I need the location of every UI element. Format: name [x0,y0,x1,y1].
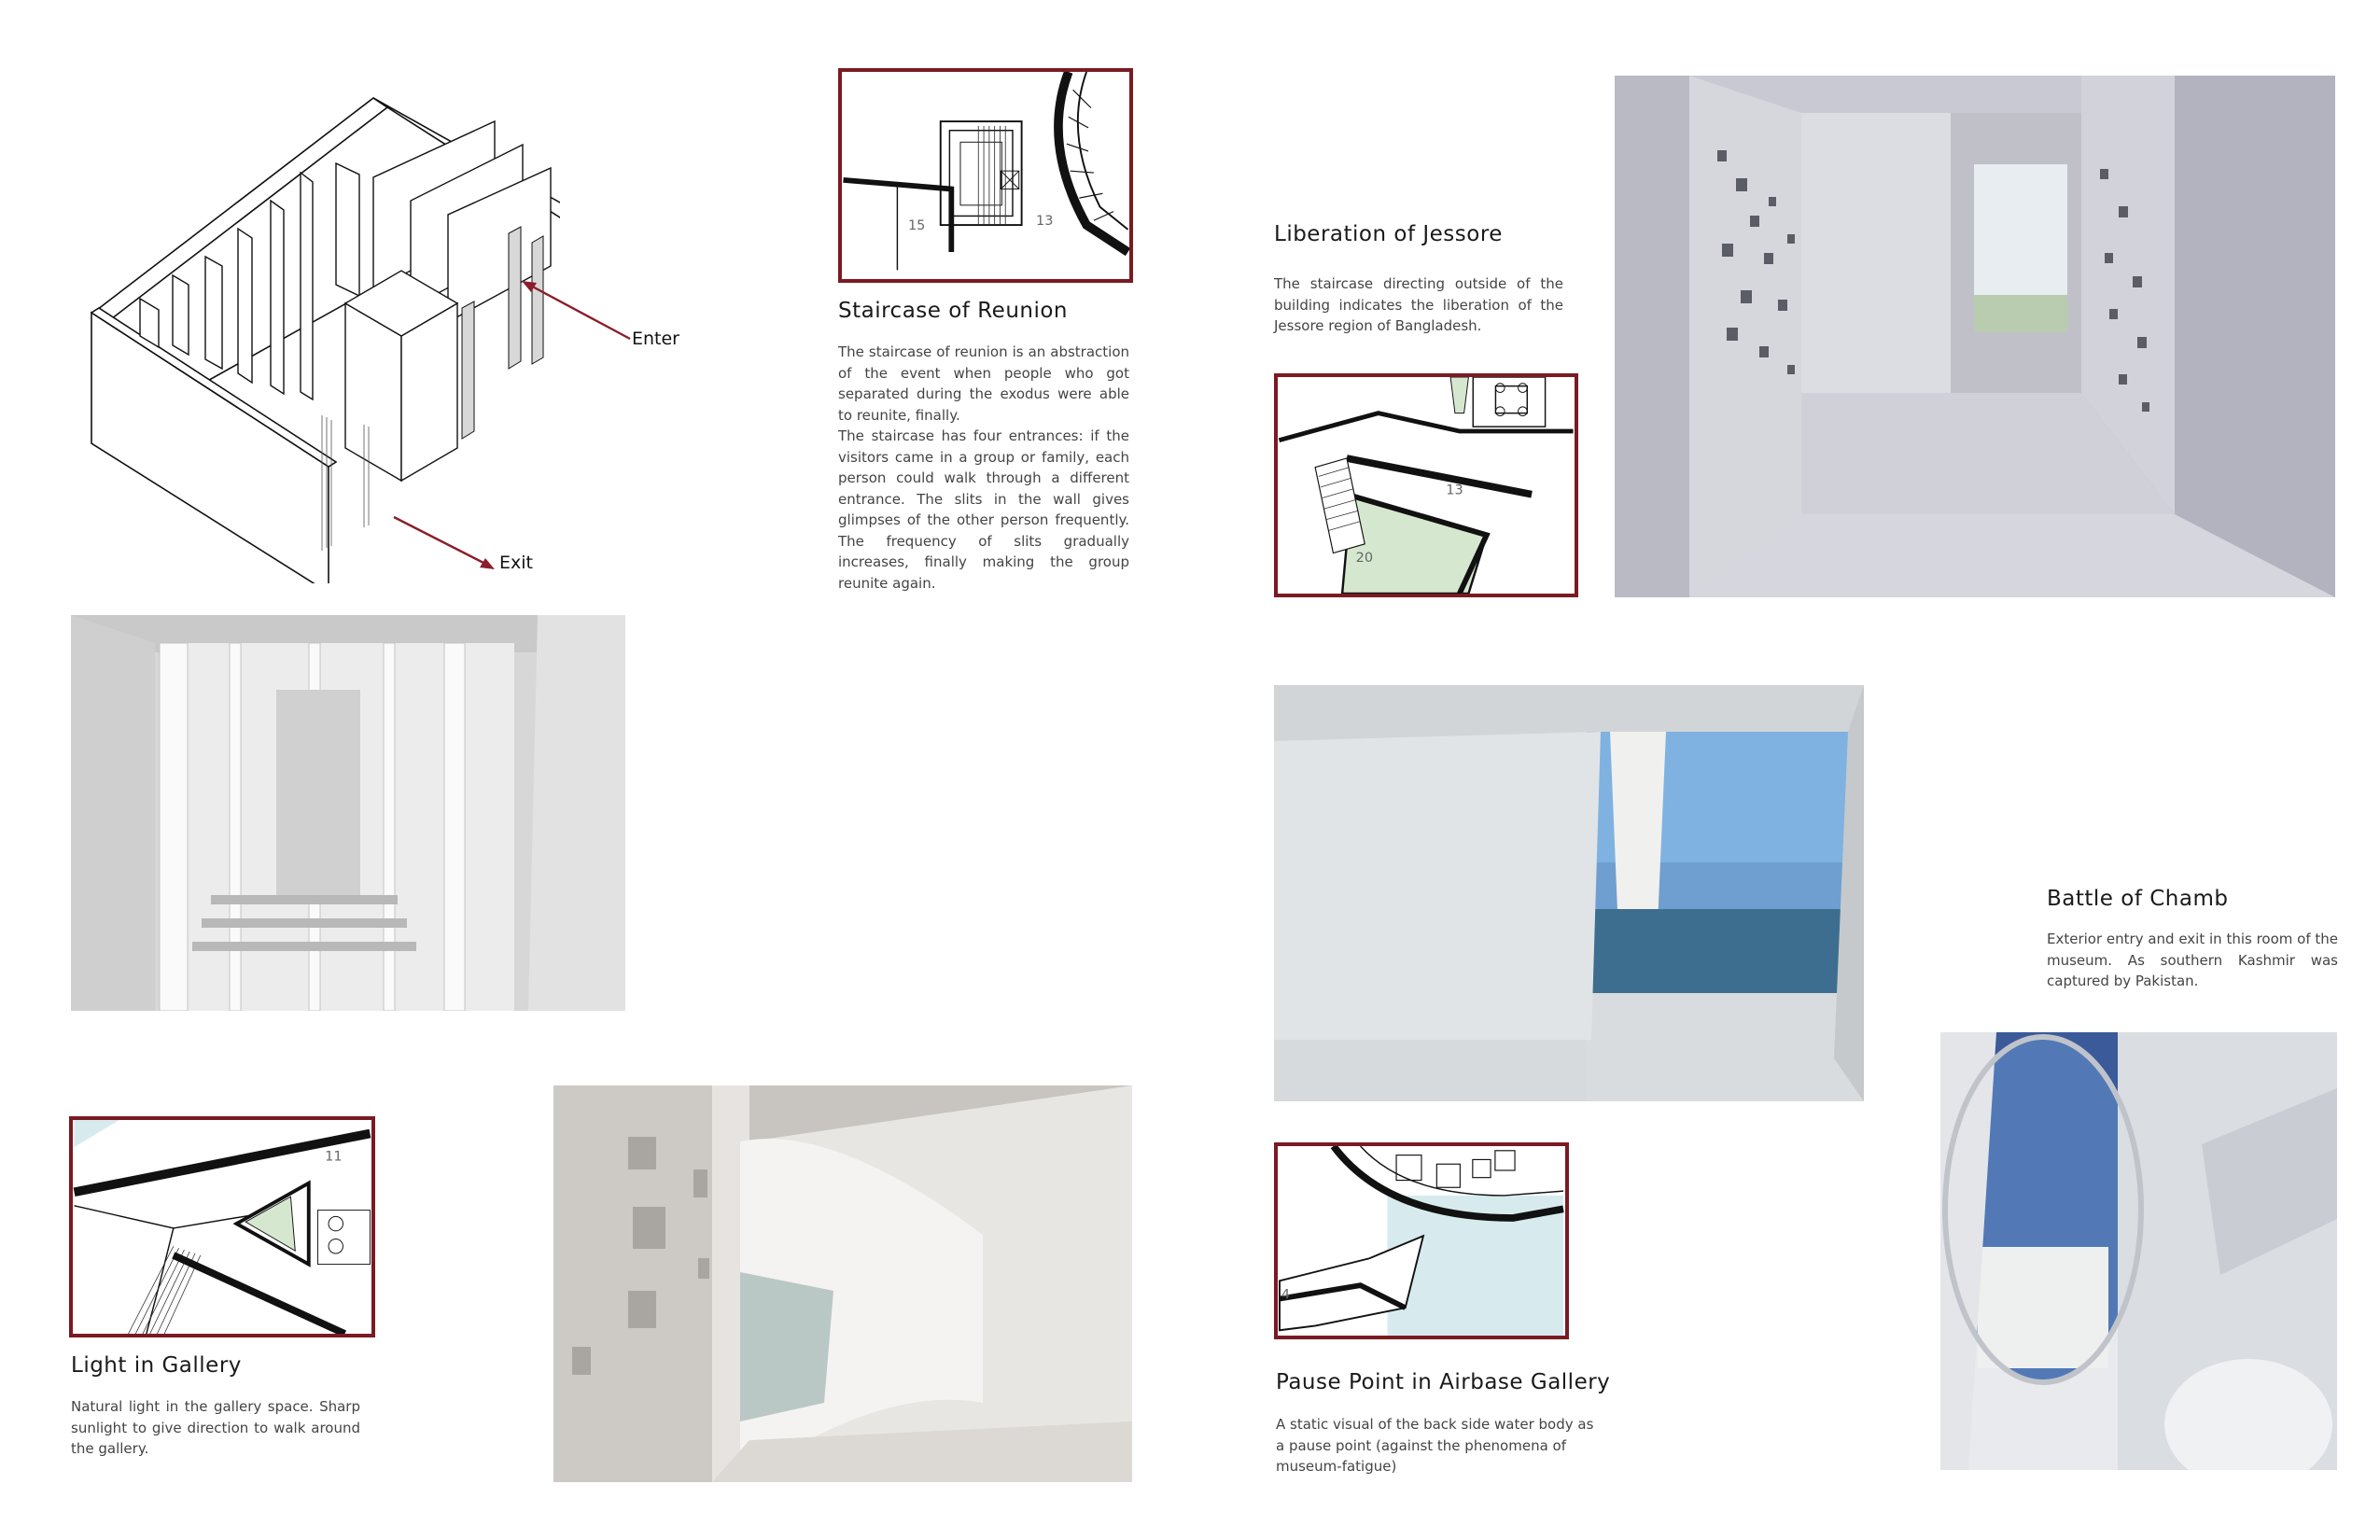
corridor-render-image [1615,76,2335,597]
plan-label-13: 13 [1446,483,1463,498]
water-body-render [1274,685,1864,1101]
water-body-image [1274,685,1864,1101]
pause-point-plan [1274,1142,1569,1339]
staircase-reunion-title: Staircase of Reunion [838,299,1069,323]
light-gallery-title: Light in Gallery [71,1353,242,1378]
circular-opening-render [1940,1032,2337,1470]
plan-label-20: 20 [1355,551,1374,567]
axonometric-drawing [84,89,560,583]
light-gallery-plan [69,1116,375,1337]
pause-point-body: A static visual of the back side water body as a pause point (against the phenomena of museum-fatigue) [1276,1416,1594,1475]
liberation-jessore-plan [1274,373,1578,597]
liberation-jessore-body: The staircase directing outside of the building indicates the liberation of the Jessore region of Bangladesh. [1274,275,1563,334]
battle-chamb-title: Battle of Chamb [2047,887,2229,911]
exit-label: Exit [499,553,533,573]
slit-gallery-image [71,615,625,1011]
curved-wall-image [553,1085,1132,1482]
perforated-corridor-render [1615,76,2335,597]
enter-arrow [518,275,635,350]
plan-label-11: 11 [325,1149,343,1165]
jessore-plan-drawing [1278,377,1575,594]
pause-point-plan-drawing [1278,1146,1565,1336]
curved-wall-render [553,1085,1132,1482]
enter-label: Enter [632,329,679,349]
staircase-plan-drawing [842,72,1129,279]
plan-label-4: 4 [1281,1287,1291,1303]
battle-chamb-body: Exterior entry and exit in this room of the museum. As southern Kashmir was captured by Pakistan. [2047,931,2338,989]
pause-point-title: Pause Point in Airbase Gallery [1276,1370,1611,1394]
staircase-reunion-plan [838,68,1133,283]
staircase-reunion-body: The staircase of reunion is an abstraction of the event when people who got separated during the exodus were able to reunite, finally. The staircase has four entrances: if the visitors came in a group or family, each person could walk through a different entrance. The slits in the wall gives glimpses of the other person frequently. The frequency of slits gradually increases, finally making the group reunite again. [838,343,1129,592]
light-gallery-body: Natural light in the gallery space. Sharp sunlight to give direction to walk around the gallery. [71,1398,360,1457]
liberation-jessore-title: Liberation of Jessore [1274,222,1503,246]
axonometric-diagram [84,89,560,583]
slit-gallery-render [71,615,625,1011]
exit-arrow [390,513,497,574]
plan-label-13: 13 [1036,214,1054,230]
plan-label-15: 15 [907,217,926,233]
circular-opening-image [1940,1032,2337,1470]
light-gallery-plan-drawing [73,1120,371,1334]
